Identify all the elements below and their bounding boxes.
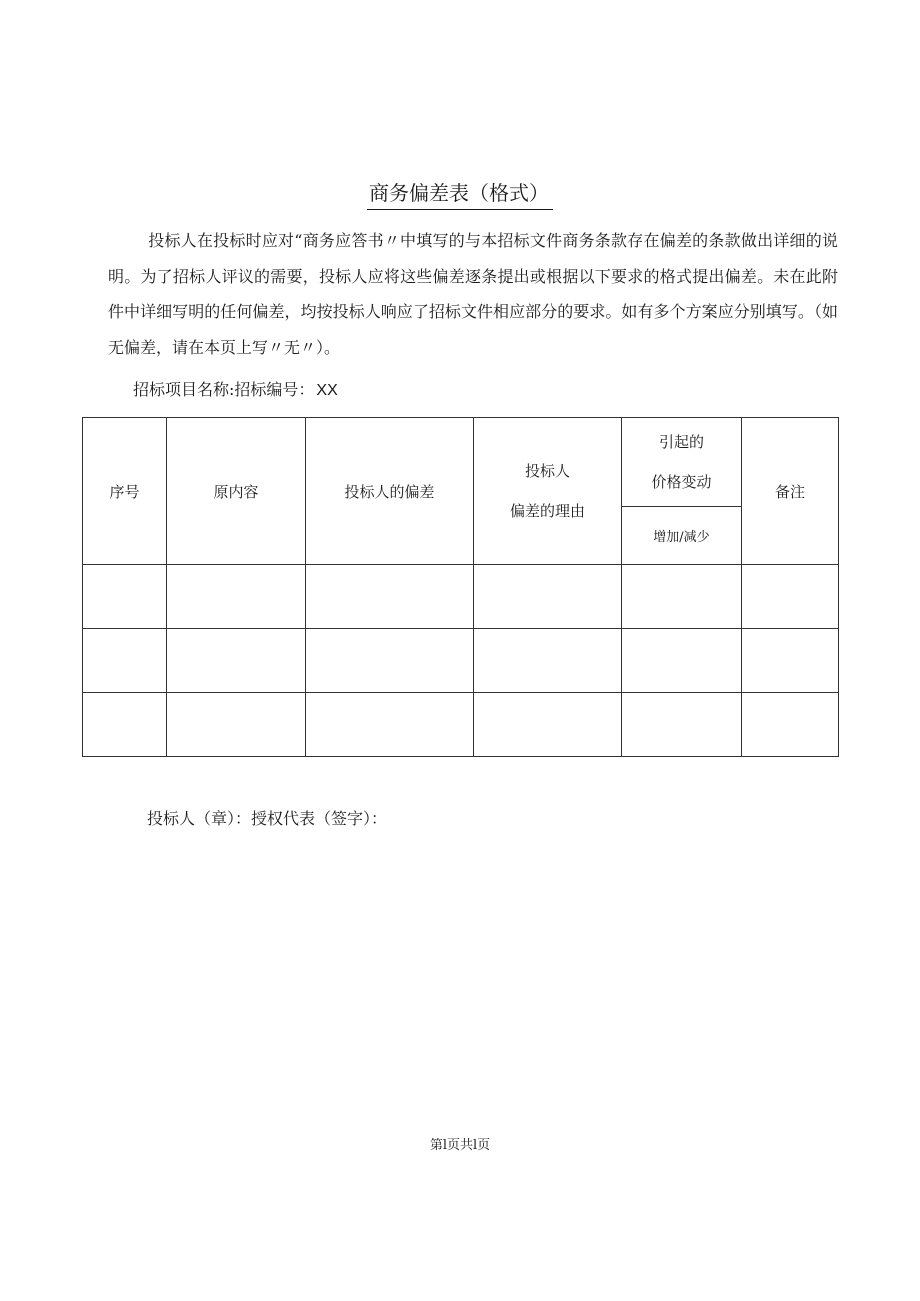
table-cell[interactable]: [83, 693, 167, 757]
header-deviation-reason: [474, 418, 622, 565]
table-cell[interactable]: [742, 629, 839, 693]
table-row: [83, 565, 839, 629]
table-cell[interactable]: [474, 693, 622, 757]
table-cell[interactable]: [742, 693, 839, 757]
table-cell[interactable]: [306, 629, 474, 693]
table-header-row: [83, 418, 839, 507]
header-bidder-deviation: 投标人的偏差: [306, 418, 474, 565]
project-label: 招标项目名称:招标编号：: [133, 380, 315, 399]
table-cell[interactable]: [83, 629, 167, 693]
table-cell[interactable]: [306, 565, 474, 629]
header-original-content: 原内容: [167, 418, 306, 565]
intro-text: 投标人在投标时应对“商务应答书〃中填写的与本招标文件商务条款存在偏差的条款做出详细的说明。为了招标人评议的需要，投标人应将这些偏差逐条提出或根据以下要求的格式提出偏差。未在此附件中详细写明的任何偏差，均按投标人响应了招标文件相应部分的要求。如有多个方案应分别填写。（如无偏差，请在本页上写〃无〃）。: [108, 231, 838, 357]
project-info-line: [133, 377, 338, 404]
table-cell[interactable]: [167, 565, 306, 629]
table-cell[interactable]: [306, 693, 474, 757]
table-cell[interactable]: [167, 629, 306, 693]
header-price-change: [622, 418, 742, 507]
header-seq: 序号: [83, 418, 167, 565]
table-cell[interactable]: [83, 565, 167, 629]
header-price-line-2: 价格变动: [651, 473, 712, 491]
table-cell[interactable]: [474, 565, 622, 629]
page-title: [0, 178, 920, 210]
table-row: [83, 693, 839, 757]
signature-line: 投标人（章）：授权代表（签字）：: [147, 809, 388, 828]
project-number-value: XX: [316, 382, 338, 399]
header-reason-line-2: 偏差的理由: [509, 502, 585, 520]
header-remarks: 备注: [742, 418, 839, 565]
table-cell[interactable]: [622, 629, 742, 693]
price-change-note: 增加/减少: [622, 507, 742, 565]
header-reason-line-1: 投标人: [524, 462, 570, 480]
table-cell[interactable]: [622, 565, 742, 629]
header-price-line-1: 引起的: [658, 433, 704, 451]
table-row: [83, 629, 839, 693]
intro-paragraph: [108, 223, 838, 365]
table-cell[interactable]: [742, 565, 839, 629]
deviation-table: [82, 417, 839, 757]
title-text: 商务偏差表（格式）: [367, 178, 553, 210]
table-cell[interactable]: [622, 693, 742, 757]
table-cell[interactable]: [474, 629, 622, 693]
page-footer: 第l页共l页: [429, 1138, 491, 1153]
table-cell[interactable]: [167, 693, 306, 757]
